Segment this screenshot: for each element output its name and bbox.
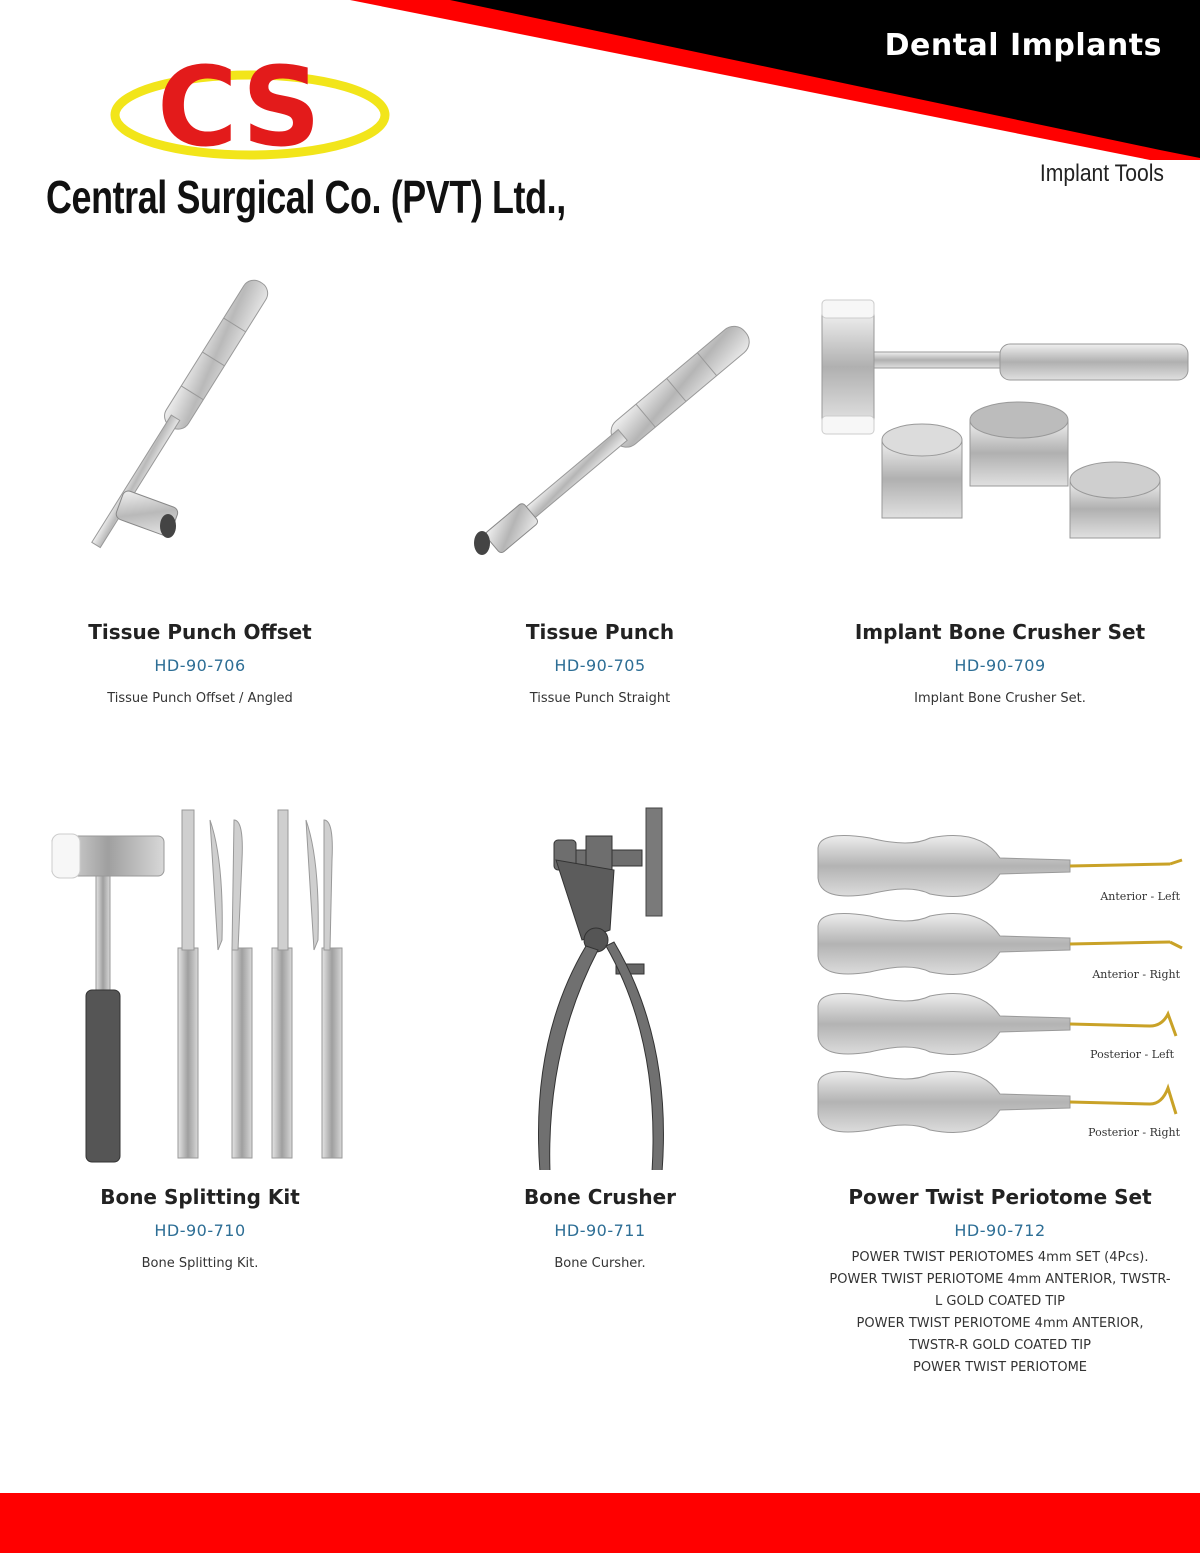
periotome-label: Anterior - Right <box>1092 968 1180 981</box>
product-name: Bone Splitting Kit <box>100 1185 300 1209</box>
product-card[interactable] <box>800 800 1200 1400</box>
product-card[interactable] <box>0 260 400 720</box>
product-code[interactable]: HD-90-712 <box>954 1221 1046 1240</box>
description-line: L GOLD COATED TIP <box>935 1294 1065 1309</box>
product-name: Tissue Punch Offset <box>88 620 312 644</box>
product-card[interactable] <box>400 800 800 1280</box>
bone-splitting-kit-icon <box>0 800 400 1170</box>
periotome-label: Posterior - Left <box>1090 1048 1174 1061</box>
product-code[interactable]: HD-90-709 <box>954 656 1046 675</box>
periotome-set-icon <box>800 800 1200 1170</box>
product-card[interactable] <box>400 260 800 720</box>
bone-crusher-pliers-icon <box>400 800 800 1170</box>
banner-black-band <box>450 0 1200 158</box>
banner-title: Dental Implants <box>884 28 1162 63</box>
product-description <box>400 1253 800 1275</box>
footer-bar <box>0 1493 1200 1553</box>
description-line: POWER TWIST PERIOTOME 4mm ANTERIOR, TWSTR- <box>829 1272 1171 1287</box>
product-code[interactable]: HD-90-710 <box>154 1221 246 1240</box>
product-code[interactable]: HD-90-706 <box>154 656 246 675</box>
description-line: Bone Cursher. <box>554 1256 646 1271</box>
description-line: Tissue Punch Offset / Angled <box>107 691 293 706</box>
company-name: Central Surgical Co. (PVT) Ltd., <box>46 171 566 223</box>
periotome-instrument <box>818 1072 1181 1140</box>
periotome-instrument <box>818 914 1182 982</box>
description-line: Implant Bone Crusher Set. <box>914 691 1086 706</box>
logo-letters: CS <box>157 43 323 171</box>
tissue-punch-offset-icon <box>0 260 400 580</box>
periotome-label: Anterior - Left <box>1100 890 1180 903</box>
product-description <box>0 1253 400 1275</box>
description-line: POWER TWIST PERIOTOME <box>912 1360 1087 1375</box>
bone-crusher-set-icon <box>800 260 1200 580</box>
product-card[interactable] <box>800 260 1200 720</box>
periotome-instrument <box>818 994 1176 1062</box>
product-name: Tissue Punch <box>525 620 675 644</box>
product-description <box>0 688 400 710</box>
product-name: Bone Crusher <box>523 1185 677 1209</box>
description-line: POWER TWIST PERIOTOME 4mm ANTERIOR, <box>856 1316 1144 1331</box>
product-name: Power Twist Periotome Set <box>848 1185 1152 1209</box>
tissue-punch-icon <box>400 260 800 580</box>
product-description <box>800 688 1200 710</box>
periotome-instrument <box>818 836 1182 904</box>
section-label: Implant Tools <box>1039 160 1164 187</box>
product-description <box>400 688 800 710</box>
description-line: Bone Splitting Kit. <box>141 1256 259 1271</box>
description-line: TWSTR-R GOLD COATED TIP <box>909 1338 1091 1353</box>
periotome-label: Posterior - Right <box>1088 1126 1180 1139</box>
product-description <box>800 1247 1200 1379</box>
product-card[interactable] <box>0 800 400 1280</box>
description-line: Tissue Punch Straight <box>529 691 671 706</box>
product-code[interactable]: HD-90-705 <box>554 656 646 675</box>
description-line: POWER TWIST PERIOTOMES 4mm SET (4Pcs). <box>851 1250 1149 1265</box>
product-code[interactable]: HD-90-711 <box>554 1221 646 1240</box>
product-name: Implant Bone Crusher Set <box>854 620 1146 644</box>
